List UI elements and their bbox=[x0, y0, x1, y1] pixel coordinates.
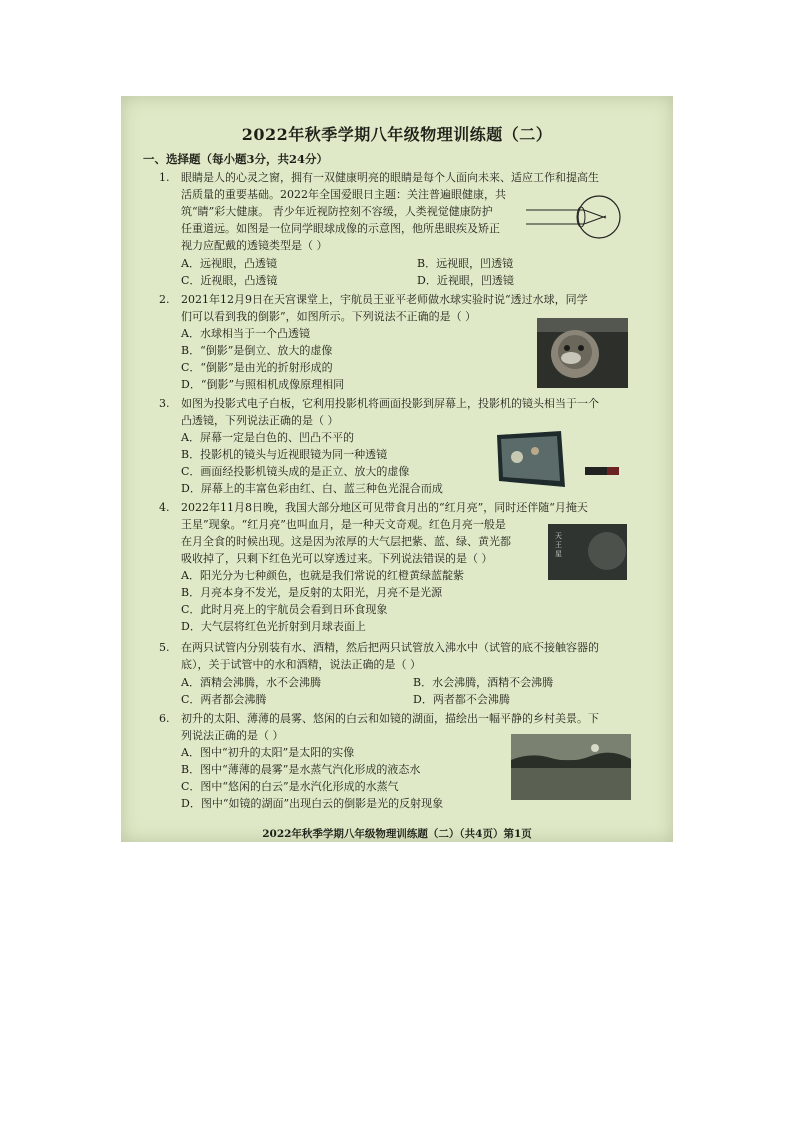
q6-option-b: B．图中“薄薄的晨雾”是水蒸气汽化形成的液态水 bbox=[181, 763, 421, 776]
eyeball-outline bbox=[578, 196, 620, 238]
q6-line: 初升的太阳、薄薄的晨雾、悠闲的白云和如镜的湖面，描绘出一幅平静的乡村美景。下 bbox=[181, 712, 599, 725]
red-moon-photo bbox=[548, 524, 627, 580]
q1-option-a: A．远视眼，凸透镜 bbox=[181, 257, 277, 270]
q6-number: 6. bbox=[159, 712, 170, 725]
q2-line: 们可以看到我的倒影”，如图所示。下列说法不正确的是（ ） bbox=[181, 310, 477, 323]
q4-option-c: C．此时月亮上的宇航员会看到日环食现象 bbox=[181, 603, 388, 616]
q5-option-c: C．两者都会沸腾 bbox=[181, 693, 267, 706]
q2-option-d: D．“倒影”与照相机成像原理相同 bbox=[181, 378, 345, 391]
q5-number: 5. bbox=[159, 641, 170, 654]
exam-title: 2022年秋季学期八年级物理训练题（二） bbox=[241, 125, 553, 144]
q4-number: 4. bbox=[159, 501, 170, 514]
q3-option-b: B．投影机的镜头与近视眼镜为同一种透镜 bbox=[181, 448, 388, 461]
moon-photo-label: 天王星 bbox=[555, 532, 562, 558]
water-ball-photo bbox=[537, 318, 628, 388]
exam-sheet bbox=[121, 96, 673, 842]
q4-line: 王星”现象。“红月亮”也叫血月，是一种天文奇观。红色月亮一般是 bbox=[181, 518, 506, 531]
q4-option-a: A．阳光分为七种颜色，也就是我们常说的红橙黄绿蓝靛紫 bbox=[181, 569, 464, 582]
q5-option-b: B．水会沸腾，酒精不会沸腾 bbox=[413, 676, 554, 689]
q1-option-b: B．远视眼，凹透镜 bbox=[417, 257, 514, 270]
q1-line: 视力应配戴的透镜类型是（ ） bbox=[181, 239, 328, 252]
q1-line: 活质量的重要基础。2022年全国爱眼日主题：关注普遍眼健康，共 bbox=[181, 188, 506, 201]
q6-option-a: A．图中“初升的太阳”是太阳的实像 bbox=[181, 746, 355, 759]
q2-line: 2021年12月9日在天宫课堂上，宇航员王亚平老师做水球实验时说“透过水球，同学 bbox=[181, 293, 588, 306]
q1-line: 任重道远。如图是一位同学眼球成像的示意图，他所患眼疾及矫正 bbox=[181, 222, 500, 235]
q1-line: 眼睛是人的心灵之窗，拥有一双健康明亮的眼睛是每个人面向未来、适应工作和提高生 bbox=[181, 171, 599, 184]
page-footer: 2022年秋季学期八年级物理训练题（二）（共4页）第1页 bbox=[262, 828, 532, 840]
q3-number: 3. bbox=[159, 397, 170, 410]
q3-option-d: D．屏幕上的丰富色彩由红、白、蓝三种色光混合而成 bbox=[181, 482, 443, 495]
q6-line: 列说法正确的是（ ） bbox=[181, 729, 284, 742]
q3-line: 如图为投影式电子白板，它利用投影机将画面投影到屏幕上，投影机的镜头相当于一个 bbox=[181, 397, 599, 410]
q5-option-a: A．酒精会沸腾，水不会沸腾 bbox=[181, 676, 321, 689]
moon-disc bbox=[588, 532, 626, 570]
q2-option-c: C．“倒影”是由光的折射形成的 bbox=[181, 361, 333, 374]
projector-whiteboard-photo bbox=[495, 429, 625, 491]
q4-line: 吸收掉了，只剩下红色光可以穿透过来。下列说法错误的是（ ） bbox=[181, 552, 493, 565]
q2-option-b: B．“倒影”是倒立、放大的虚像 bbox=[181, 344, 333, 357]
q1-option-d: D．近视眼，凹透镜 bbox=[417, 274, 514, 287]
q1-line: 筑“睛”彩大健康。 青少年近视防控刻不容缓，人类视觉健康防护 bbox=[181, 205, 493, 218]
q3-option-c: C．画面经投影机镜头成的是正立、放大的虚像 bbox=[181, 465, 410, 478]
q1-number: 1. bbox=[159, 171, 170, 184]
q6-option-c: C．图中“悠闲的白云”是水汽化形成的水蒸气 bbox=[181, 780, 399, 793]
q5-option-d: D．两者都不会沸腾 bbox=[413, 693, 510, 706]
q4-option-d: D．大气层将红色光折射到月球表面上 bbox=[181, 620, 366, 633]
light-ray bbox=[584, 216, 606, 224]
eyeball-diagram bbox=[524, 194, 634, 240]
q5-line: 底），关于试管中的水和酒精，说法正确的是（ ） bbox=[181, 658, 421, 671]
q4-line: 在月全食的时候出现。这是因为浓厚的大气层把紫、蓝、绿、黄光都 bbox=[181, 535, 511, 548]
q5-line: 在两只试管内分别装有水、酒精，然后把两只试管放入沸水中（试管的底不接触容器的 bbox=[181, 641, 599, 654]
lake-landscape-photo bbox=[511, 734, 631, 800]
q6-option-d: D．图中“如镜的湖面”出现白云的倒影是光的反射现象 bbox=[181, 797, 444, 810]
q2-number: 2. bbox=[159, 293, 170, 306]
q2-option-a: A．水球相当于一个凸透镜 bbox=[181, 327, 310, 340]
q1-option-c: C．近视眼，凸透镜 bbox=[181, 274, 278, 287]
q4-line: 2022年11月8日晚，我国大部分地区可见带食月出的“红月亮”，同时还伴随“月掩天 bbox=[181, 501, 588, 514]
section-heading: 一、选择题（每小题3分，共24分） bbox=[143, 152, 329, 166]
q3-line: 凸透镜，下列说法正确的是（ ） bbox=[181, 414, 339, 427]
q3-option-a: A．屏幕一定是白色的、凹凸不平的 bbox=[181, 431, 354, 444]
q4-option-b: B．月亮本身不发光，是反射的太阳光，月亮不是光源 bbox=[181, 586, 443, 599]
